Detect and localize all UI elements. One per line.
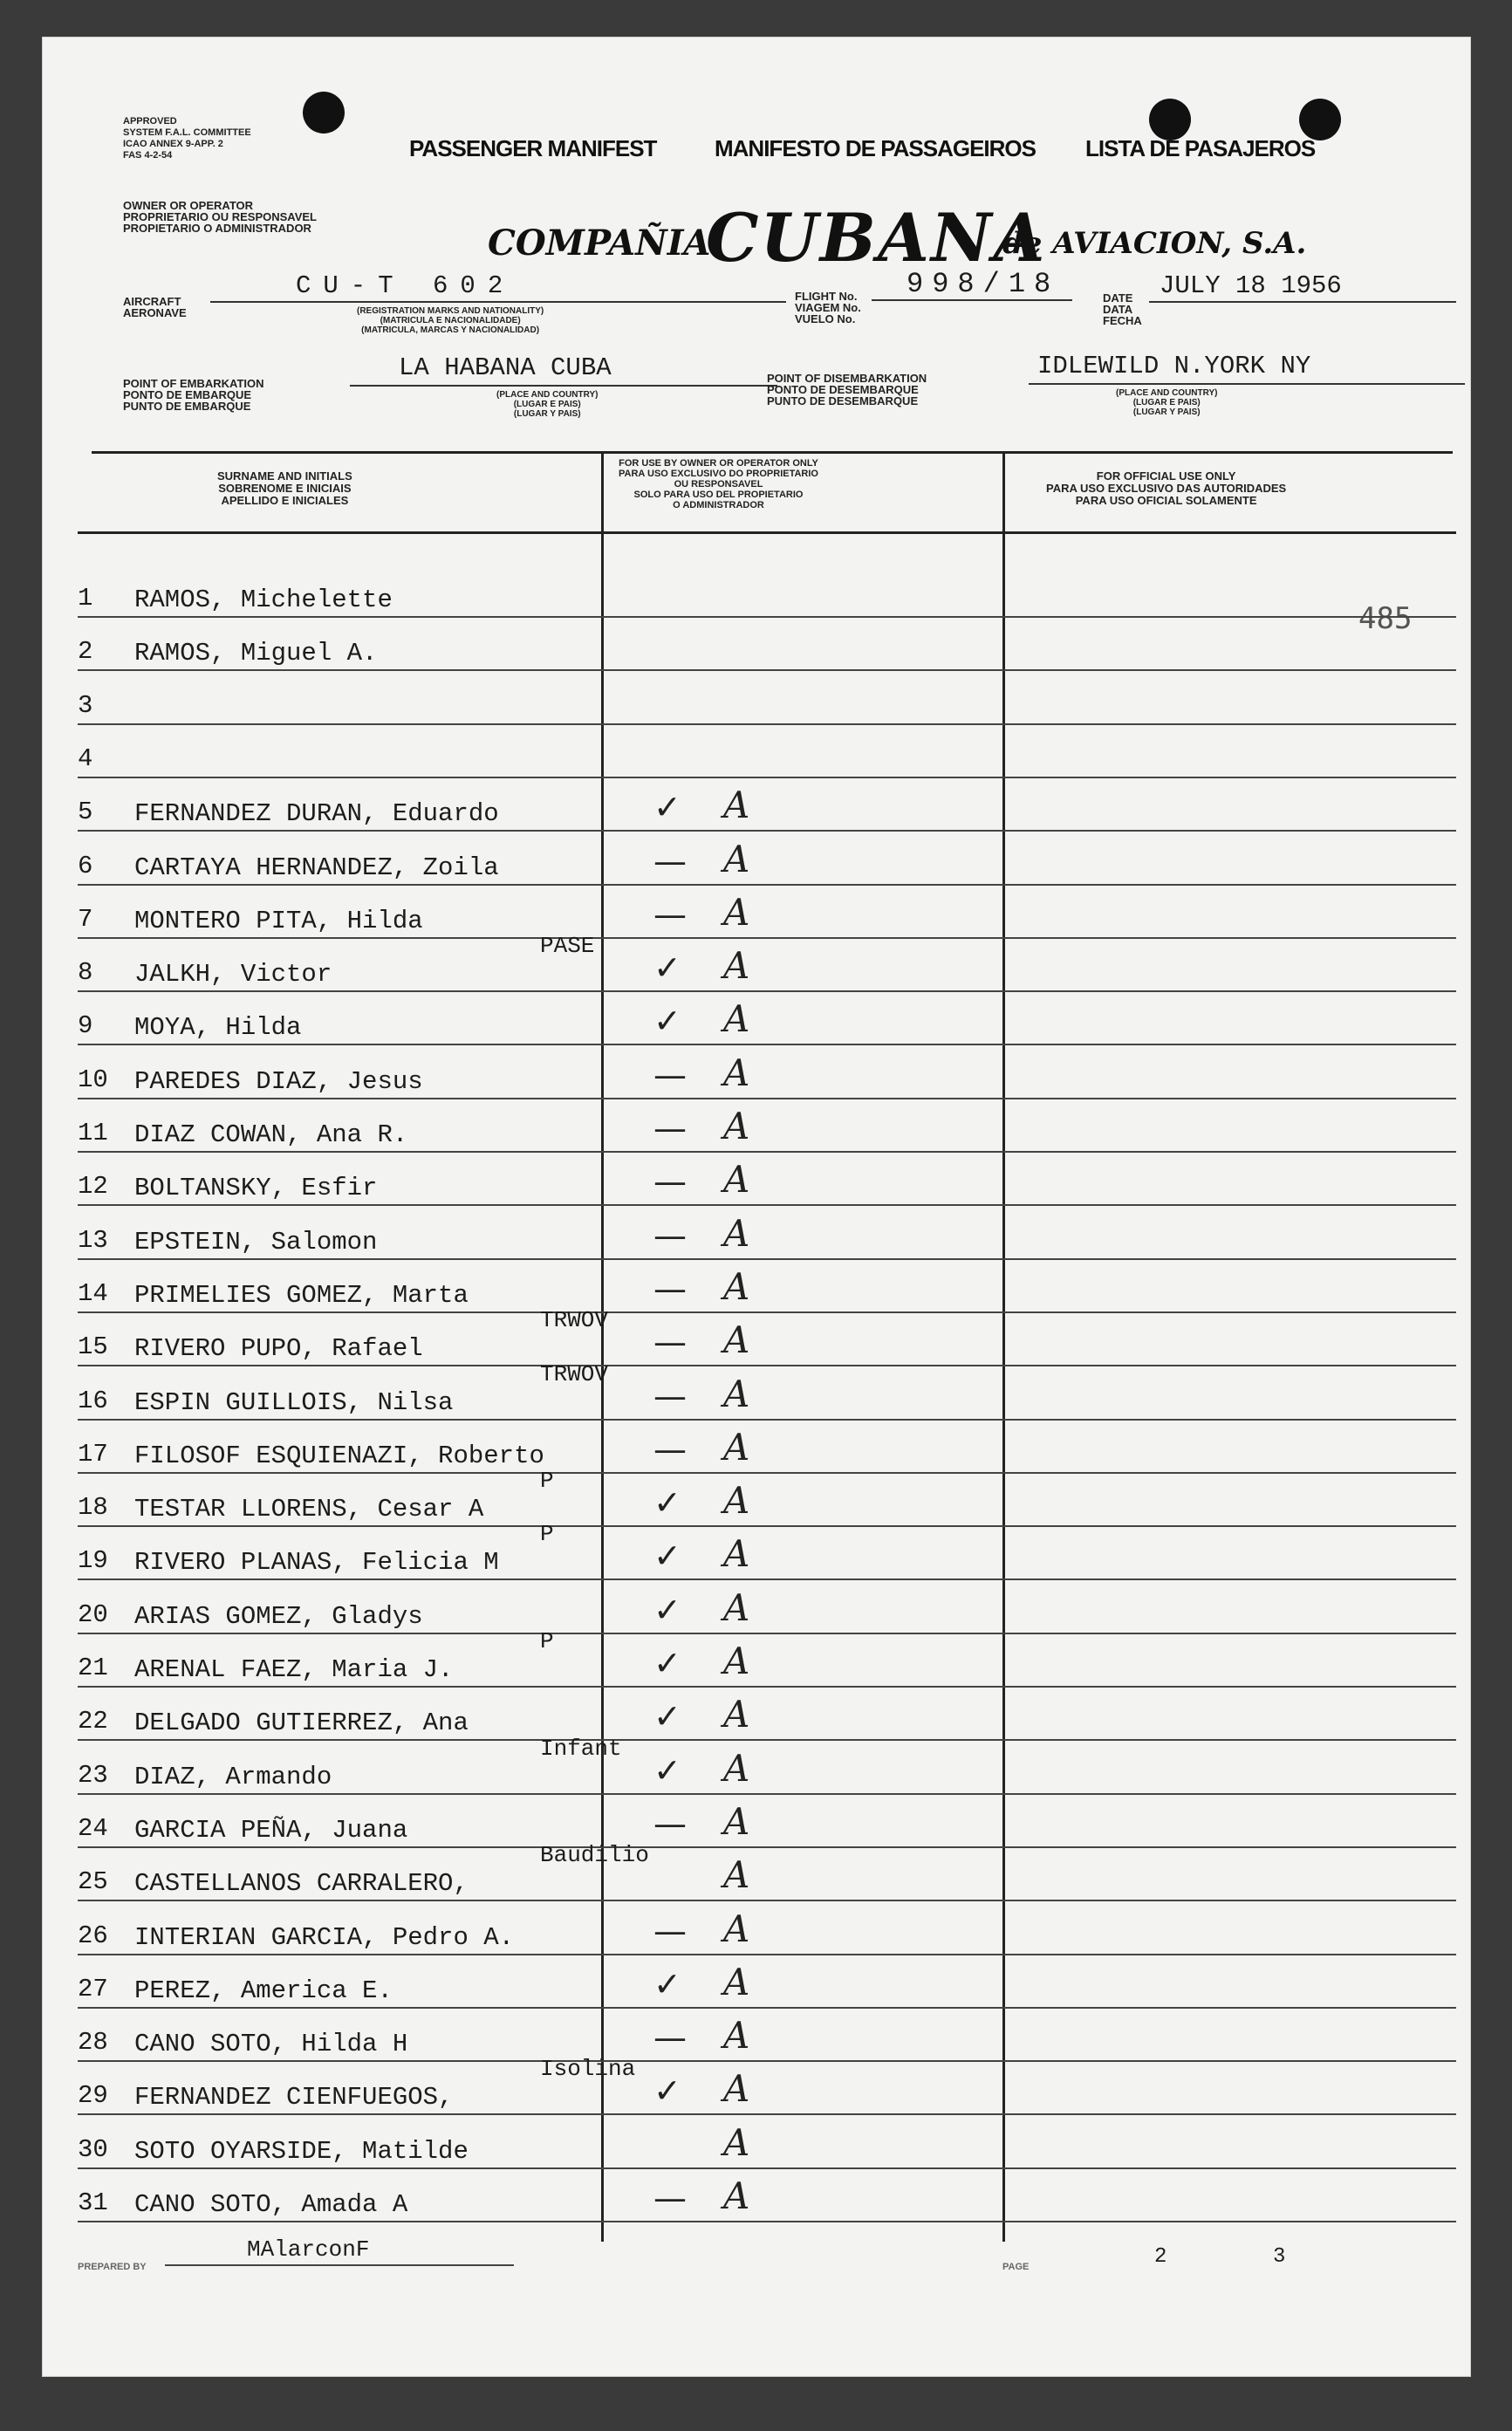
row-rule: [78, 1204, 1456, 1206]
row-rule: [78, 1098, 1456, 1099]
approval-mark: A: [723, 784, 750, 827]
passenger-name: PRIMELIES GOMEZ, Marta: [134, 1280, 469, 1310]
passenger-name: DIAZ COWAN, Ana R.: [134, 1120, 408, 1149]
passenger-number: 24: [78, 1813, 108, 1843]
checkmark-icon: —: [653, 1911, 687, 1950]
passenger-note: Isolina: [540, 2056, 636, 2083]
row-rule: [78, 2221, 1456, 2222]
flight-underline: [872, 299, 1072, 301]
embark-underline: [350, 385, 777, 387]
row-rule: [78, 723, 1456, 725]
punch-hole: [1299, 99, 1341, 140]
column-header-official: FOR OFFICIAL USE ONLY PARA USO EXCLUSIVO DAS AUTORIDADES PARA USO OFICIAL SOLAMENTE: [1046, 469, 1287, 507]
passenger-name: MONTERO PITA, Hilda: [134, 906, 423, 935]
passenger-number: 13: [78, 1225, 108, 1255]
passenger-number: 16: [78, 1386, 108, 1415]
approval-mark: A: [723, 1158, 750, 1202]
approval-mark: A: [723, 1425, 750, 1469]
row-rule: [78, 990, 1456, 992]
checkmark-icon: —: [653, 1804, 687, 1843]
column-header-top-rule: [92, 451, 1453, 454]
approval-text: APPROVED SYSTEM F.A.L. COMMITTEE ICAO ANNEX 9-APP. 2 FAS 4-2-54: [123, 116, 251, 161]
passenger-name: RIVERO PUPO, Rafael: [134, 1334, 423, 1364]
row-rule: [78, 1258, 1456, 1260]
passenger-note: P: [540, 1628, 554, 1654]
passenger-name: CARTAYA HERNANDEZ, Zoila: [134, 853, 499, 882]
row-rule: [78, 2007, 1456, 2009]
date-label: DATE DATA FECHA: [1103, 291, 1142, 327]
passenger-number: 21: [78, 1654, 108, 1682]
checkmark-icon: —: [653, 1376, 687, 1415]
checkmark-icon: ✓: [653, 1537, 681, 1576]
passenger-number: 18: [78, 1493, 108, 1523]
passenger-number: 1: [78, 584, 93, 613]
passenger-name: JALKH, Victor: [134, 960, 332, 990]
passenger-row: [78, 1583, 1456, 1636]
passenger-row: [78, 933, 1456, 994]
checkmark-icon: ✓: [653, 1750, 681, 1790]
passenger-number: 27: [78, 1974, 108, 2003]
row-rule: [78, 777, 1456, 778]
passenger-row: [78, 1422, 1456, 1476]
passenger-name: MOYA, Hilda: [134, 1013, 302, 1043]
passenger-note: TRWOV: [540, 1307, 609, 1334]
passenger-row: [78, 1101, 1456, 1154]
checkmark-icon: —: [653, 1162, 687, 1202]
approval-mark: A: [723, 997, 750, 1041]
disembark-underline: [1029, 383, 1465, 385]
passenger-row: [78, 1521, 1456, 1582]
passenger-number: 20: [78, 1599, 108, 1629]
checkmark-icon: —: [653, 894, 687, 934]
passenger-number: 14: [78, 1278, 108, 1308]
checkmark-icon: —: [653, 2179, 687, 2217]
checkmark-icon: —: [653, 1216, 687, 1255]
checkmark-icon: —: [653, 1323, 687, 1362]
row-rule: [78, 1686, 1456, 1688]
passenger-number: 7: [78, 904, 93, 934]
passenger-name: INTERIAN GARCIA, Pedro A.: [134, 1922, 515, 1952]
passenger-row: [78, 1307, 1456, 1368]
row-rule: [78, 669, 1456, 671]
passenger-number: 3: [78, 690, 93, 720]
airline-prefix: COMPAÑIA: [488, 223, 711, 264]
airline-main: CUBANA: [706, 199, 1047, 277]
passenger-number: 12: [78, 1172, 108, 1202]
page-label: PAGE: [1002, 2262, 1030, 2272]
passenger-number: 10: [78, 1065, 108, 1094]
passenger-name: RAMOS, Michelette: [134, 585, 393, 614]
passenger-row: [78, 1904, 1456, 1957]
row-rule: [78, 2167, 1456, 2169]
passenger-row: [78, 1842, 1456, 1903]
prepared-label: PREPARED BY: [78, 2262, 147, 2272]
passenger-number: 28: [78, 2028, 108, 2058]
date-value: JULY 18 1956: [1160, 271, 1342, 300]
row-rule: [78, 1044, 1456, 1045]
passenger-name: DELGADO GUTIERREZ, Ana: [134, 1709, 469, 1738]
passenger-row: [78, 2010, 1456, 2064]
column-header-bottom-rule: [78, 531, 1456, 534]
passenger-row: [78, 566, 1456, 620]
passenger-number: 5: [78, 798, 93, 827]
flight-label: FLIGHT No. VIAGEM No. VUELO No.: [795, 290, 861, 325]
disembark-place-caption: (PLACE AND COUNTRY) (LUGAR E PAIS) (LUGAR Y PAIS): [1116, 388, 1218, 417]
checkmark-icon: —: [653, 1269, 687, 1308]
row-rule: [78, 616, 1456, 618]
passenger-row: [78, 1262, 1456, 1315]
official-note: 485: [1358, 601, 1413, 636]
passenger-note: PASE: [540, 933, 595, 960]
title-pt: MANIFESTO DE PASSAGEIROS: [715, 135, 1036, 161]
owner-label: OWNER OR OPERATOR PROPRIETARIO OU RESPONSAVEL PROPIETARIO O ADMINISTRADOR: [123, 199, 317, 235]
passenger-number: 29: [78, 2081, 108, 2111]
passenger-name: TESTAR LLORENS, Cesar A: [134, 1495, 484, 1524]
passenger-name: BOLTANSKY, Esfir: [134, 1174, 378, 1203]
checkmark-icon: ✓: [653, 1964, 681, 2003]
column-header-owner: FOR USE BY OWNER OR OPERATOR ONLY PARA USO EXCLUSIVO DO PROPRIETARIO OU RESPONSAVEL SOLO PARA USO DEL PROPIETARIO O ADMINISTRADOR: [619, 458, 818, 510]
passenger-row: [78, 674, 1456, 727]
row-rule: [78, 1739, 1456, 1741]
passenger-name: CANO SOTO, Hilda H: [134, 2030, 408, 2059]
passenger-row: [78, 1735, 1456, 1797]
approval-mark: A: [723, 1264, 750, 1308]
disembark-label: POINT OF DISEMBARKATION PONTO DE DESEMBARQUE PUNTO DE DESEMBARQUE: [767, 372, 927, 407]
airline-suffix: de AVIACION, S.A.: [1002, 226, 1307, 261]
checkmark-icon: ✓: [653, 1644, 681, 1682]
passenger-row: [78, 887, 1456, 941]
passenger-number: 15: [78, 1332, 108, 1362]
row-rule: [78, 2060, 1456, 2062]
passenger-name: FERNANDEZ DURAN, Eduardo: [134, 799, 499, 829]
row-rule: [78, 1846, 1456, 1848]
approval-mark: A: [723, 1051, 750, 1094]
passenger-name: GARCIA PEÑA, Juana: [134, 1815, 408, 1845]
checkmark-icon: ✓: [653, 2071, 681, 2111]
passenger-number: 9: [78, 1011, 93, 1041]
approval-mark: A: [723, 1799, 750, 1843]
row-rule: [78, 1525, 1456, 1527]
passenger-row: [78, 1154, 1456, 1208]
passenger-row: [78, 780, 1456, 833]
checkmark-icon: ✓: [653, 1002, 681, 1041]
pages-value: 3: [1273, 2245, 1286, 2269]
approval-mark: A: [723, 1479, 750, 1523]
passenger-note: Infant: [540, 1735, 622, 1762]
passenger-row: [78, 1797, 1456, 1850]
passenger-number: 6: [78, 851, 93, 880]
row-rule: [78, 1900, 1456, 1901]
date-underline: [1149, 301, 1456, 303]
approval-mark: A: [723, 837, 750, 880]
checkmark-icon: —: [653, 1109, 687, 1147]
passenger-name: DIAZ, Armando: [134, 1762, 332, 1791]
row-rule: [78, 1793, 1456, 1795]
passenger-name: ESPIN GUILLOIS, Nilsa: [134, 1387, 454, 1417]
passenger-note: P: [540, 1521, 554, 1548]
approval-mark: A: [723, 1372, 750, 1415]
approval-mark: A: [723, 1318, 750, 1362]
approval-mark: A: [723, 1211, 750, 1255]
row-rule: [78, 1311, 1456, 1313]
approval-mark: A: [723, 1907, 750, 1950]
aircraft-value: CU-T 602: [296, 271, 516, 300]
passenger-row: [78, 2056, 1456, 2117]
row-rule: [78, 1419, 1456, 1421]
passenger-number: 8: [78, 958, 93, 988]
passenger-number: 4: [78, 743, 93, 773]
passenger-name: SOTO OYARSIDE, Matilde: [134, 2136, 469, 2166]
passenger-name: PEREZ, America E.: [134, 1976, 393, 2005]
embark-place-caption: (PLACE AND COUNTRY) (LUGAR E PAIS) (LUGAR Y PAIS): [496, 390, 599, 419]
passenger-number: 22: [78, 1707, 108, 1736]
approval-mark: A: [723, 2014, 750, 2058]
row-rule: [78, 830, 1456, 832]
passenger-name: FERNANDEZ CIENFUEGOS,: [134, 2083, 454, 2113]
passenger-number: 19: [78, 1546, 108, 1576]
approval-mark: A: [723, 1960, 750, 2003]
passenger-note: TRWOV: [540, 1360, 609, 1387]
passenger-number: 26: [78, 1921, 108, 1950]
aircraft-label: AIRCRAFT AERONAVE: [123, 295, 187, 319]
row-rule: [78, 1151, 1456, 1153]
embark-label: POINT OF EMBARKATION PONTO DE EMBARQUE PUNTO DE EMBARQUE: [123, 377, 264, 413]
row-rule: [78, 1633, 1456, 1634]
punch-hole: [303, 92, 345, 134]
passenger-name: PAREDES DIAZ, Jesus: [134, 1066, 423, 1096]
approval-mark: A: [723, 890, 750, 934]
passenger-row: [78, 1689, 1456, 1743]
passenger-row: [78, 620, 1456, 673]
embark-value: LA HABANA CUBA: [399, 353, 612, 382]
checkmark-icon: —: [653, 1429, 687, 1469]
row-rule: [78, 884, 1456, 886]
passenger-row: [78, 727, 1456, 780]
title-es: LISTA DE PASAJEROS: [1085, 135, 1316, 161]
title-en: PASSENGER MANIFEST: [409, 135, 657, 161]
passenger-number: 30: [78, 2134, 108, 2164]
approval-mark: A: [723, 2174, 750, 2217]
passenger-name: RIVERO PLANAS, Felicia M: [134, 1548, 499, 1578]
manifest-page: [42, 37, 1471, 2377]
punch-hole: [1149, 99, 1191, 140]
disembark-value: IDLEWILD N.YORK NY: [1037, 352, 1311, 380]
page-value: 2: [1154, 2245, 1167, 2269]
approval-mark: A: [723, 944, 750, 988]
passenger-name: RAMOS, Miguel A.: [134, 639, 378, 668]
passenger-row: [78, 1628, 1456, 1689]
aircraft-underline: [210, 301, 786, 303]
approval-mark: A: [723, 1105, 750, 1147]
passenger-number: 17: [78, 1439, 108, 1469]
approval-mark: A: [723, 1640, 750, 1682]
row-rule: [78, 2113, 1456, 2115]
passenger-name: ARENAL FAEZ, Maria J.: [134, 1655, 454, 1684]
checkmark-icon: ✓: [653, 1483, 681, 1523]
row-rule: [78, 937, 1456, 939]
row-rule: [78, 1578, 1456, 1580]
checkmark-icon: ✓: [653, 788, 681, 827]
flight-value: 998/18: [907, 268, 1060, 300]
passenger-row: [78, 1957, 1456, 2010]
approval-mark: A: [723, 1585, 750, 1629]
column-header-surname: SURNAME AND INITIALS SOBRENOME E INICIAIS APELLIDO E INICIALES: [217, 469, 352, 507]
passenger-number: 23: [78, 1760, 108, 1790]
row-rule: [78, 1472, 1456, 1474]
approval-mark: A: [723, 2067, 750, 2111]
approval-mark: A: [723, 1746, 750, 1790]
passenger-number: 11: [78, 1119, 108, 1147]
checkmark-icon: —: [653, 2018, 687, 2058]
row-rule: [78, 1954, 1456, 1955]
passenger-name: EPSTEIN, Salomon: [134, 1227, 378, 1257]
approval-mark: A: [723, 2120, 750, 2164]
passenger-name: ARIAS GOMEZ, Gladys: [134, 1601, 423, 1631]
registration-caption: (REGISTRATION MARKS AND NATIONALITY) (MATRICULA E NACIONALIDADE) (MATRICULA, MARCAS Y NACIONALIDAD): [357, 306, 544, 335]
passenger-number: 25: [78, 1867, 108, 1897]
prepared-value: MAlarconF: [247, 2236, 370, 2263]
prepared-underline: [165, 2264, 514, 2266]
passenger-row: [78, 2118, 1456, 2171]
passenger-row: [78, 1048, 1456, 1101]
passenger-row: [78, 994, 1456, 1047]
passenger-name: CANO SOTO, Amada A: [134, 2190, 408, 2219]
checkmark-icon: —: [653, 1055, 687, 1094]
passenger-row: [78, 1468, 1456, 1529]
approval-mark: A: [723, 1532, 750, 1576]
passenger-row: [78, 1360, 1456, 1422]
checkmark-icon: ✓: [653, 1697, 681, 1736]
passenger-row: [78, 2171, 1456, 2224]
checkmark-icon: ✓: [653, 1590, 681, 1629]
passenger-number: 2: [78, 637, 93, 667]
passenger-row: [78, 1209, 1456, 1262]
passenger-number: 31: [78, 2188, 108, 2217]
passenger-name: FILOSOF ESQUIENAZI, Roberto: [134, 1441, 544, 1470]
passenger-name: CASTELLANOS CARRALERO,: [134, 1869, 469, 1899]
approval-mark: A: [723, 1693, 750, 1736]
row-rule: [78, 1365, 1456, 1366]
passenger-row: [78, 834, 1456, 887]
approval-mark: A: [723, 1853, 750, 1897]
passenger-note: Baudilio: [540, 1842, 649, 1869]
checkmark-icon: —: [653, 841, 687, 880]
checkmark-icon: ✓: [653, 948, 681, 988]
passenger-note: P: [540, 1468, 554, 1495]
